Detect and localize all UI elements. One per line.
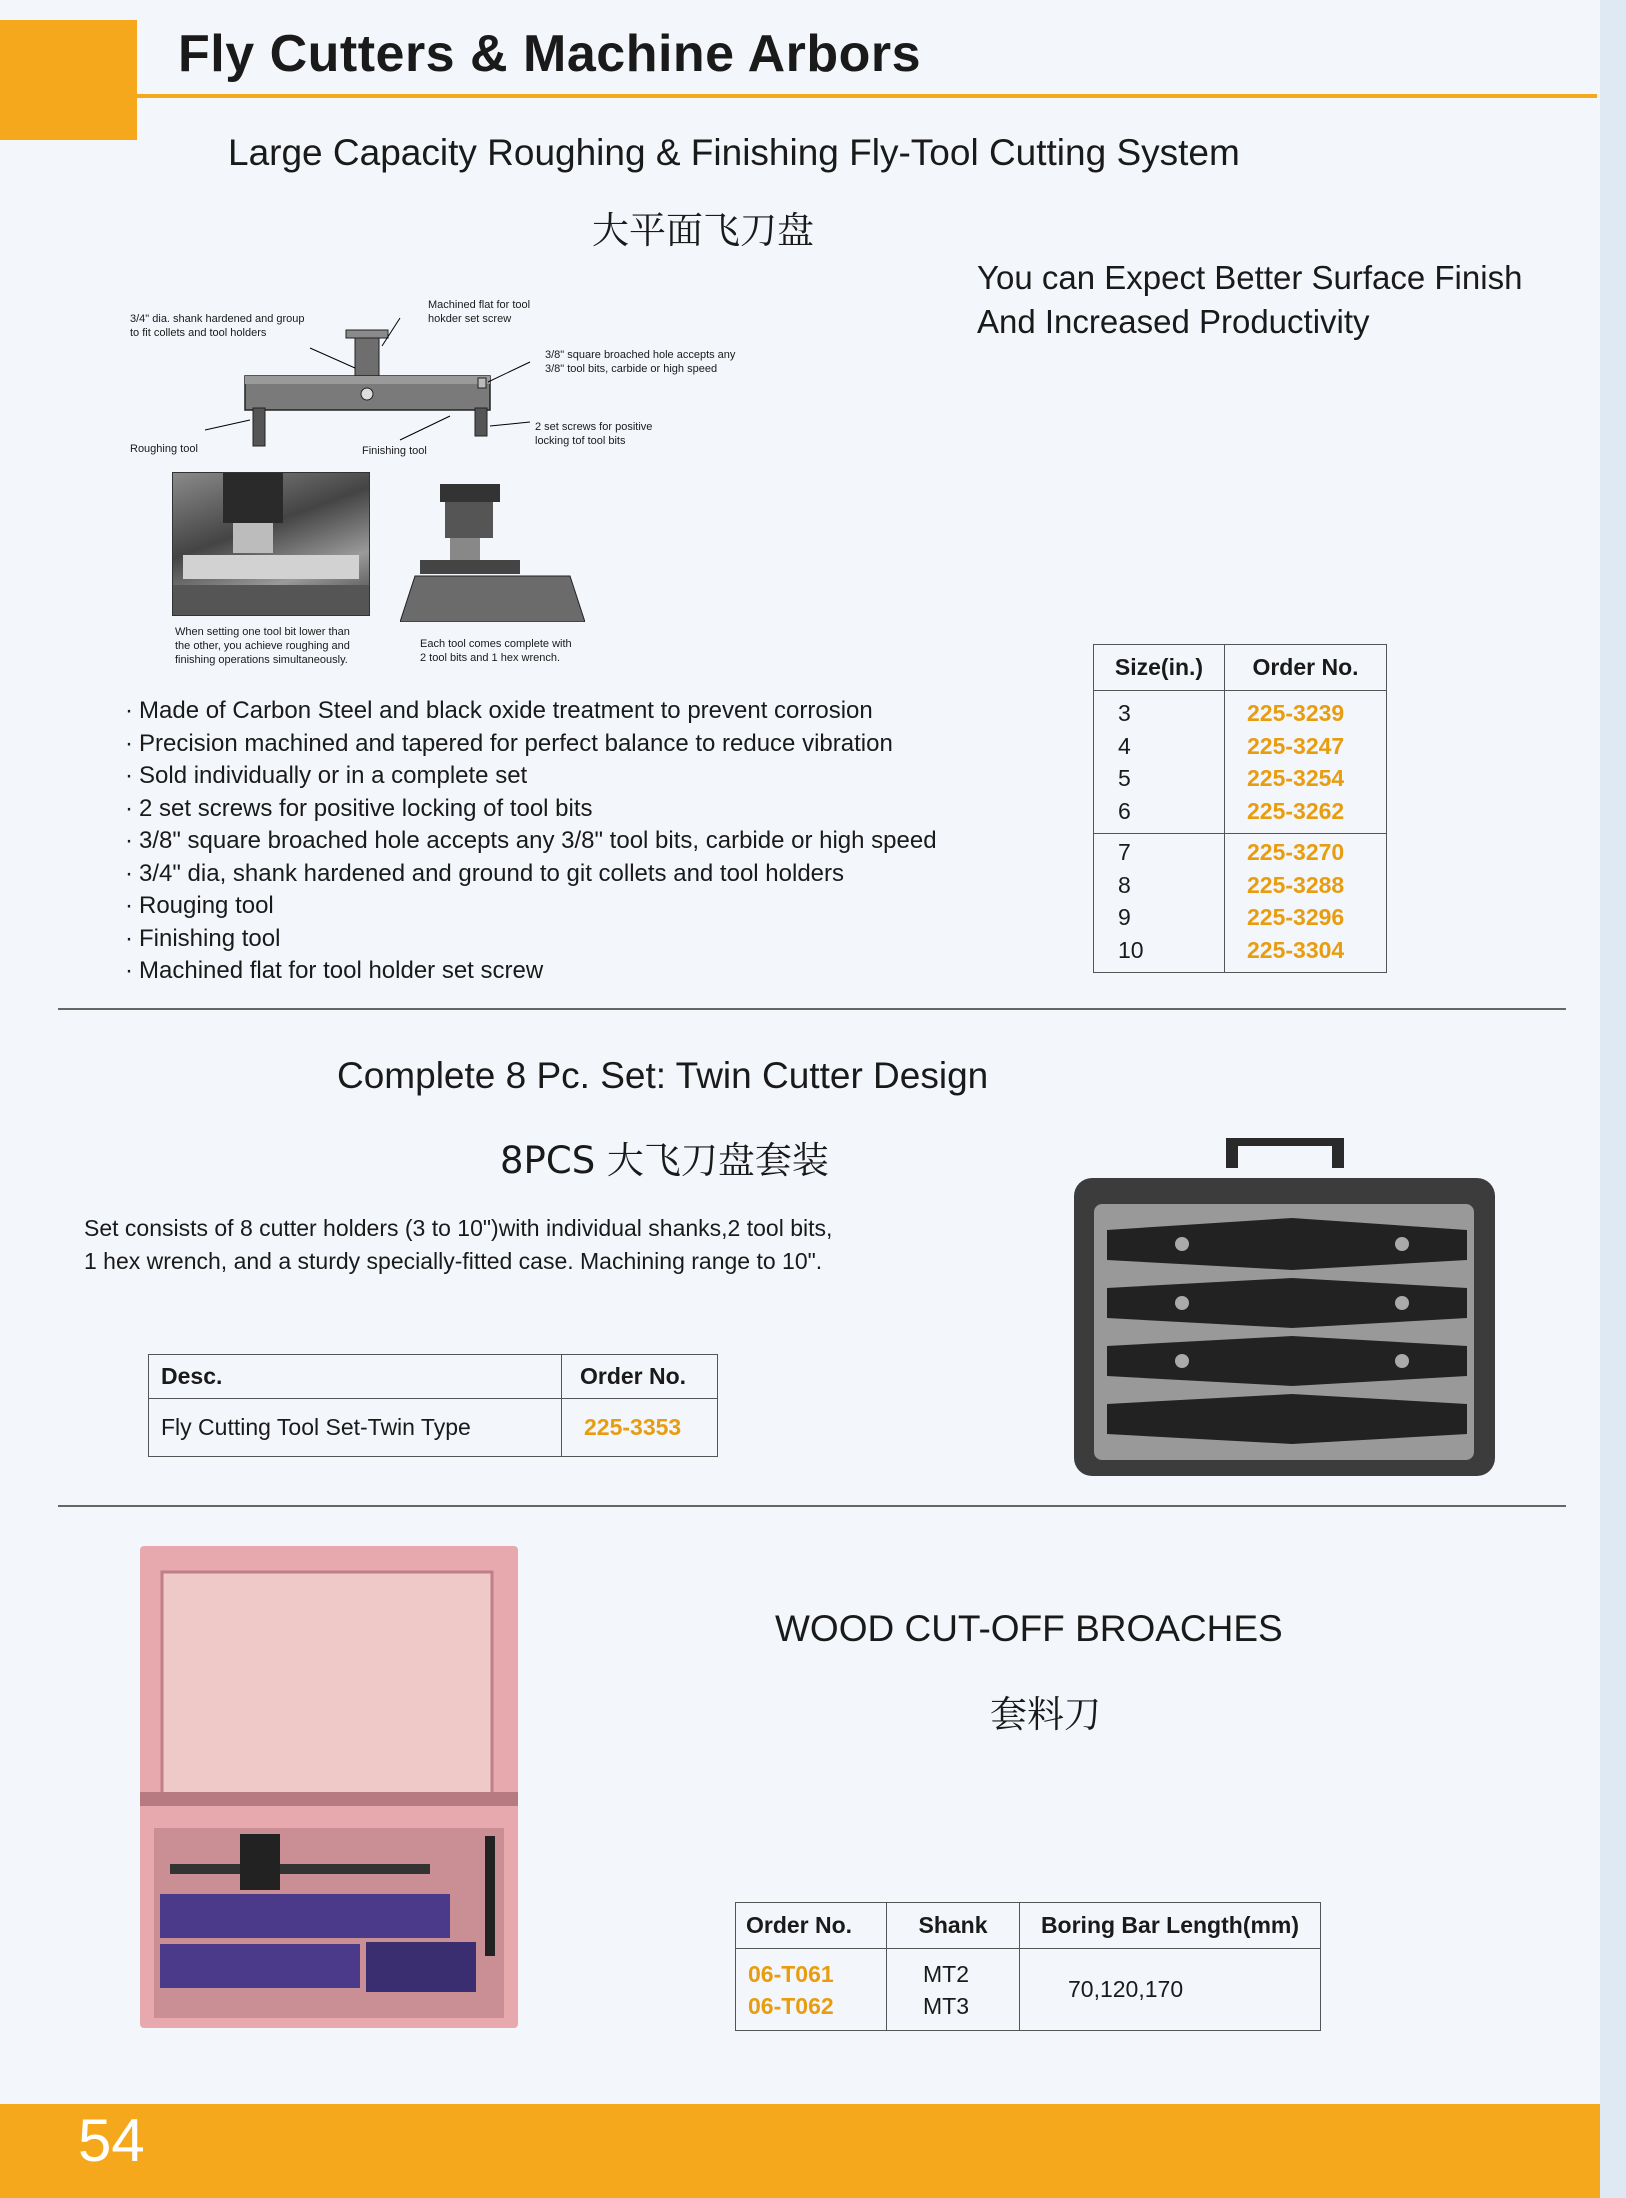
callout-hole: 3/8" square broached hole accepts any 3/8" tool bits, carbide or high speed (545, 349, 736, 375)
header-rule (137, 94, 1597, 98)
tool-photo (400, 484, 585, 622)
page-number: 54 (78, 2107, 145, 2174)
broach-box-photo (140, 1546, 518, 2028)
section2-description: Set consists of 8 cutter holders (3 to 10")with individual shanks,2 tool bits, 1 hex wrench, and a sturdy specially-fitted case. Machining range to 10". (84, 1215, 833, 1274)
table-row (149, 1399, 718, 1457)
section2-title: Complete 8 Pc. Set: Twin Cutter Design (337, 1055, 989, 1096)
photo-caption-left: When setting one tool bit lower than the other, you achieve roughing and finishing operations simultaneously. (175, 626, 350, 666)
size-order-table (1093, 644, 1387, 973)
wooden-box-drawing (140, 1546, 518, 2028)
callout-flat: Machined flat for tool hokder set screw (428, 299, 531, 325)
table-header-row (736, 1903, 1321, 1949)
tagline-line-2: And Increased Productivity (977, 303, 1370, 340)
header-accent-block (0, 20, 137, 140)
page-title: Fly Cutters & Machine Arbors (178, 25, 922, 83)
tagline-line-1: You can Expect Better Surface Finish (977, 259, 1523, 296)
feature-item: · Made of Carbon Steel and black oxide treatment to prevent corrosion (125, 695, 937, 728)
callout-screws: 2 set screws for positive locking tof tool bits (535, 421, 653, 447)
feature-item: · Machined flat for tool holder set screw (125, 955, 937, 988)
callout-shank: 3/4" dia. shank hardened and group to fit collets and tool holders (130, 313, 305, 339)
order-cell-group2: 225-3270 225-3288 225-3296 225-3304 (1225, 834, 1387, 973)
table-row (736, 1949, 1321, 2031)
table-row (1094, 691, 1387, 834)
feature-item: · Finishing tool (125, 923, 937, 956)
callout-roughing: Roughing tool (130, 443, 198, 455)
order-cell: 225-3353 (562, 1399, 718, 1457)
table-row (1094, 834, 1387, 973)
feature-item: · 3/8" square broached hole accepts any 3/8" tool bits, carbide or high speed (125, 825, 937, 858)
section1-title-cn: 大平面飞刀盘 (592, 209, 814, 252)
order-cell-group1: 225-3239 225-3247 225-3254 225-3262 (1225, 691, 1387, 834)
section1-title: Large Capacity Roughing & Finishing Fly-Tool Cutting System (228, 132, 1240, 173)
tool-on-vise-drawing (400, 484, 585, 622)
order-cell: 06-T061 06-T062 (736, 1949, 887, 2031)
feature-list (125, 695, 937, 988)
feature-item: · Sold individually or in a complete set (125, 760, 937, 793)
section2-title-cn: 8PCS 大飞刀盘套装 (500, 1139, 829, 1182)
section3-title: WOOD CUT-OFF BROACHES (775, 1608, 1283, 1649)
feature-item: · 2 set screws for positive locking of tool bits (125, 793, 937, 826)
section-divider (58, 1505, 1566, 1507)
set-order-table (148, 1354, 718, 1457)
section-divider (58, 1008, 1566, 1010)
fly-cutter-diagram (110, 290, 770, 470)
size-header: Size(in.) (1094, 645, 1225, 691)
length-cell: 70,120,170 (1020, 1949, 1321, 2031)
shank-cell: MT2 MT3 (887, 1949, 1020, 2031)
desc-header: Desc. (149, 1355, 562, 1399)
feature-item: · Precision machined and tapered for perfect balance to reduce vibration (125, 728, 937, 761)
page-edge (1600, 0, 1626, 2198)
callout-finishing: Finishing tool (362, 445, 427, 457)
order-header: Order No. (736, 1903, 887, 1949)
desc-cell: Fly Cutting Tool Set-Twin Type (149, 1399, 562, 1457)
size-cell-group1: 3 4 5 6 (1094, 691, 1225, 834)
cutter-set-case-photo (1072, 1138, 1497, 1478)
order-header: Order No. (1225, 645, 1387, 691)
feature-item: · Rouging tool (125, 890, 937, 923)
order-header: Order No. (562, 1355, 718, 1399)
photo-caption-right: Each tool comes complete with 2 tool bits and 1 hex wrench. (420, 638, 572, 664)
feature-item: · 3/4" dia, shank hardened and ground to git collets and tool holders (125, 858, 937, 891)
broach-order-table (735, 1902, 1321, 2031)
size-cell-group2: 7 8 9 10 (1094, 834, 1225, 973)
shank-header: Shank (887, 1903, 1020, 1949)
machining-photo-drawing (173, 473, 369, 615)
setup-photo (172, 472, 370, 616)
length-header: Boring Bar Length(mm) (1020, 1903, 1321, 1949)
footer-bar (0, 2104, 1600, 2198)
section3-title-cn: 套料刀 (990, 1693, 1101, 1736)
case-drawing (1072, 1138, 1497, 1478)
table-header-row (149, 1355, 718, 1399)
section1-tagline (977, 256, 1522, 344)
table-header-row (1094, 645, 1387, 691)
